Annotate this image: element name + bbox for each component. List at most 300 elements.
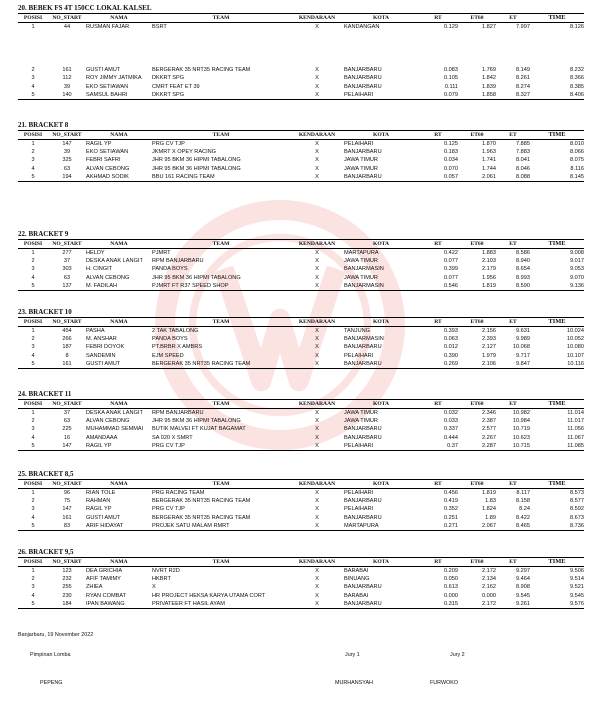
table-row (18, 148, 584, 156)
cell-team: PANDA BOYS (152, 266, 188, 273)
cell-et: 8.654 (516, 266, 530, 273)
cell-time: 8.366 (570, 75, 584, 82)
cell-posisi: 2 (31, 258, 35, 265)
cell-posisi: 5 (18, 442, 48, 451)
column-header-nama: NAMA (86, 318, 152, 327)
cell-posisi: 1 (31, 250, 35, 256)
cell-time: 11.014 (567, 410, 584, 416)
results-table (18, 239, 584, 291)
cell-et: 10.068 (512, 344, 530, 351)
table-header-row (18, 400, 584, 409)
cell-time: 8.010 (570, 141, 584, 147)
footer-signer-jury2: FURWOKO (430, 680, 459, 686)
column-header-team: TEAM (152, 318, 290, 327)
cell-et: 8.24 (519, 506, 530, 513)
table-row (18, 23, 584, 32)
table-row (18, 522, 584, 531)
cell-no_start: 37 (63, 258, 71, 265)
cell-posisi: 3 (31, 426, 35, 433)
column-header-nama: NAMA (86, 558, 152, 567)
cell-team: JKMRT X OPEY RACING (152, 149, 217, 156)
cell-no_start: 266 (62, 336, 72, 343)
column-header-no_start: NO_START (48, 480, 86, 489)
cell-team: DKKRT SPG (152, 75, 185, 82)
cell-kota: BANJARMASIN (344, 282, 418, 291)
cell-rt: 0.315 (418, 600, 458, 609)
column-header-et60: ET60 (458, 14, 496, 23)
cell-kota: PELAIHARI (344, 141, 374, 147)
cell-kendaraan: X (315, 592, 319, 599)
cell-posisi: 5 (18, 360, 48, 369)
cell-rt: 0.352 (444, 506, 458, 513)
cell-posisi: 4 (31, 352, 35, 359)
column-header-posisi: POSISI (18, 240, 48, 249)
cell-kendaraan: X (290, 282, 344, 291)
cell-et60: 1.839 (482, 83, 496, 90)
column-header-no_start: NO_START (48, 131, 86, 140)
cell-rt: 0.269 (418, 360, 458, 369)
cell-et: 8.274 (516, 83, 530, 90)
footer-pimpinan-label: Pimpinan Lomba (30, 652, 71, 658)
cell-team: PROJEK SATU MALAM RMRT (152, 522, 290, 531)
cell-nama: DESKA ANAK LANGIT (86, 410, 143, 416)
column-header-rt: RT (418, 14, 458, 23)
cell-team: BERGERAK 35 NRT35 RACING TEAM (152, 498, 251, 505)
cell-time: 8.592 (570, 506, 584, 513)
cell-kota: JAWA TIMUR (344, 410, 378, 416)
column-header-kendaraan: KENDARAAN (290, 480, 344, 489)
cell-rt: 0.105 (444, 75, 458, 82)
results-table (18, 317, 584, 369)
cell-et: 8.908 (516, 584, 530, 591)
cell-posisi: 2 (31, 67, 35, 74)
cell-et60: 2.103 (482, 258, 496, 265)
cell-no_start: 232 (62, 576, 72, 583)
cell-kota: BANJARBARU (344, 584, 382, 591)
cell-et: 10.719 (512, 426, 530, 433)
column-header-kota: KOTA (344, 480, 418, 489)
table-header-row (18, 131, 584, 140)
column-header-kendaraan: KENDARAAN (290, 400, 344, 409)
cell-time: 10.080 (566, 344, 584, 351)
column-header-nama: NAMA (86, 131, 152, 140)
cell-time: 8.736 (530, 522, 584, 531)
table-row (18, 265, 584, 273)
cell-time: 9.576 (530, 600, 584, 609)
cell-kota: BINUANG (344, 576, 370, 583)
cell-et: 7.883 (516, 149, 530, 156)
cell-posisi: 5 (18, 522, 48, 531)
cell-no_start: 140 (48, 91, 86, 100)
cell-time: 10.052 (566, 336, 584, 343)
cell-no_start: 277 (62, 250, 72, 256)
column-header-kendaraan: KENDARAAN (290, 318, 344, 327)
column-header-kota: KOTA (344, 318, 418, 327)
cell-rt: 0.111 (444, 83, 458, 90)
cell-posisi: 3 (31, 75, 35, 82)
cell-et: 9.297 (516, 568, 530, 574)
cell-nama: RIAN TOLE (86, 490, 116, 496)
table-row (18, 66, 584, 74)
cell-posisi: 4 (31, 514, 35, 521)
cell-rt: 0.033 (444, 418, 458, 425)
cell-kendaraan: X (315, 514, 319, 521)
cell-et60: 1.956 (482, 274, 496, 281)
section-3 (18, 230, 584, 291)
cell-kendaraan: X (315, 506, 319, 513)
cell-posisi: 1 (31, 568, 35, 574)
cell-kota: JAWA TIMUR (344, 157, 378, 164)
column-header-nama: NAMA (86, 400, 152, 409)
cell-rt: 0.083 (444, 67, 458, 74)
cell-kota: MARTAPURA (344, 250, 379, 256)
cell-posisi: 3 (31, 157, 35, 164)
column-header-et60: ET60 (458, 558, 496, 567)
cell-time: 8.145 (530, 173, 584, 182)
cell-et60: 1.83 (485, 498, 496, 505)
column-header-posisi: POSISI (18, 131, 48, 140)
cell-et60: 2.346 (482, 410, 496, 416)
footer-date: Banjarbaru, 19 November 2022 (18, 632, 94, 638)
cell-et: 8.261 (516, 75, 530, 82)
cell-kota: PELAIHARI (344, 442, 418, 451)
cell-team: PRG CV TJP (152, 141, 185, 147)
cell-time: 8.406 (530, 91, 584, 100)
table-row (18, 600, 584, 609)
footer-jury2-label: Jury 2 (450, 652, 465, 658)
cell-no_start: 63 (63, 165, 71, 172)
table-row (18, 91, 584, 100)
cell-kota: MARTAPURA (344, 522, 418, 531)
cell-team: BUTIK MALVEI FT KUJAT BAGAMAT (152, 426, 246, 433)
cell-team: BERGERAK 35 NRT35 RACING TEAM (152, 67, 251, 74)
cell-no_start: 63 (63, 274, 71, 281)
cell-kendaraan: X (315, 250, 319, 256)
table-row (18, 409, 584, 418)
cell-et60: 1.741 (482, 157, 496, 164)
cell-time: 9.521 (570, 584, 584, 591)
cell-et60: 2.067 (458, 522, 496, 531)
cell-team: PRIVATEER FT HASIL AYAM (152, 600, 290, 609)
footer-signer-jury1: MURHANSYAH (335, 680, 373, 686)
cell-posisi: 2 (31, 498, 35, 505)
table-row (18, 583, 584, 591)
cell-kota: BANJARBARU (344, 344, 382, 351)
cell-rt: 0.070 (444, 165, 458, 172)
cell-rt: 0.444 (444, 434, 458, 441)
cell-kota: JAWA TIMUR (344, 258, 378, 265)
cell-team: NVRT R2D (152, 568, 180, 574)
cell-nama: M. FADILAH (86, 282, 152, 291)
cell-nama: GUSTI AMUT (86, 514, 121, 521)
cell-rt: 0.419 (444, 498, 458, 505)
column-header-time: TIME (530, 240, 584, 249)
table-row (18, 257, 584, 265)
cell-kota: PELAIHARI (344, 506, 374, 513)
cell-rt: 0.456 (444, 490, 458, 496)
cell-posisi: 5 (18, 282, 48, 291)
column-header-no_start: NO_START (48, 14, 86, 23)
section-title: 24. BRACKET 11 (18, 390, 72, 398)
table-row (18, 74, 584, 82)
cell-time: 8.066 (570, 149, 584, 156)
cell-kota: KANDANGAN (344, 24, 380, 30)
cell-rt: 0.37 (418, 442, 458, 451)
cell-team: PJMRT (152, 250, 171, 256)
cell-nama: RUSMAN FAJAR (86, 24, 130, 30)
cell-time: 9.514 (570, 576, 584, 583)
column-header-et: ET (496, 480, 530, 489)
cell-et60: 1.89 (485, 514, 496, 521)
table-row (18, 249, 584, 258)
cell-et: 8.158 (516, 498, 530, 505)
cell-et60: 2.267 (482, 434, 496, 441)
cell-et60: 1.870 (482, 141, 496, 147)
table-row (18, 140, 584, 149)
cell-nama: DESKA ANAK LANGIT (86, 258, 143, 265)
cell-team: X (152, 584, 156, 591)
cell-no_start: 325 (62, 157, 72, 164)
cell-posisi: 2 (31, 149, 35, 156)
cell-et60: 2.106 (458, 360, 496, 369)
cell-team: RPM BANJARBARU (152, 410, 204, 416)
cell-nama: RAHMAN (86, 498, 111, 505)
cell-nama: FEBRI SAFRI (86, 157, 121, 164)
spacer-row (18, 31, 584, 66)
cell-kota: BANJARBARU (344, 434, 382, 441)
section-1 (18, 4, 584, 100)
cell-et60: 1.769 (482, 67, 496, 74)
cell-team: PRG RACING TEAM (152, 490, 205, 496)
cell-et60: 1.744 (482, 165, 496, 172)
column-header-time: TIME (530, 14, 584, 23)
cell-et: 8.088 (496, 173, 530, 182)
table-header-row (18, 480, 584, 489)
cell-nama: SAMSUL BAHRI (86, 91, 152, 100)
section-title: 20. BEBEK FS 4T 150CC LOKAL KALSEL (18, 4, 152, 12)
cell-rt: 0.399 (444, 266, 458, 273)
column-header-team: TEAM (152, 131, 290, 140)
column-header-posisi: POSISI (18, 400, 48, 409)
cell-et: 9.631 (516, 328, 530, 334)
cell-kendaraan: X (315, 410, 319, 416)
cell-et: 8.422 (516, 514, 530, 521)
table-header-row (18, 318, 584, 327)
results-table (18, 13, 584, 100)
cell-rt: 0.032 (444, 410, 458, 416)
cell-no_start: 161 (62, 514, 72, 521)
cell-kendaraan: X (315, 83, 319, 90)
section-title: 21. BRACKET 8 (18, 121, 69, 129)
column-header-et: ET (496, 131, 530, 140)
table-row (18, 592, 584, 600)
column-header-time: TIME (530, 558, 584, 567)
cell-team: BSRT (152, 24, 167, 30)
column-header-nama: NAMA (86, 14, 152, 23)
cell-kendaraan: X (315, 498, 319, 505)
table-row (18, 360, 584, 369)
column-header-time: TIME (530, 131, 584, 140)
cell-time: 11.056 (567, 426, 584, 433)
cell-et: 10.623 (512, 434, 530, 441)
cell-time: 9.017 (570, 258, 584, 265)
cell-rt: 0.271 (418, 522, 458, 531)
cell-et: 8.993 (516, 274, 530, 281)
cell-et: 10.984 (512, 418, 530, 425)
cell-nama: ZHIEA (86, 584, 103, 591)
column-header-kota: KOTA (344, 131, 418, 140)
cell-et: 8.586 (516, 250, 530, 256)
table-row (18, 274, 584, 282)
cell-rt: 0.125 (444, 141, 458, 147)
cell-no_start: 255 (62, 584, 72, 591)
column-header-et: ET (496, 558, 530, 567)
cell-kota: JAWA TIMUR (344, 274, 378, 281)
cell-no_start: 161 (62, 67, 72, 74)
column-header-et60: ET60 (458, 318, 496, 327)
cell-nama: ARIF HIDAYAT (86, 522, 152, 531)
column-header-nama: NAMA (86, 240, 152, 249)
cell-time: 8.577 (570, 498, 584, 505)
cell-kendaraan: X (315, 352, 319, 359)
cell-time: 11.085 (530, 442, 584, 451)
cell-no_start: 161 (48, 360, 86, 369)
column-header-kendaraan: KENDARAAN (290, 131, 344, 140)
column-header-team: TEAM (152, 558, 290, 567)
column-header-kota: KOTA (344, 240, 418, 249)
cell-et60: 1.979 (482, 352, 496, 359)
cell-team: JHR 95 BKM 36 HIPMI TABALONG (152, 418, 241, 425)
cell-posisi: 1 (31, 141, 35, 147)
cell-posisi: 3 (31, 266, 35, 273)
cell-kota: BANJARMASIN (344, 336, 384, 343)
table-row (18, 434, 584, 442)
column-header-posisi: POSISI (18, 558, 48, 567)
table-row (18, 567, 584, 576)
cell-kendaraan: X (290, 600, 344, 609)
cell-kendaraan: X (315, 344, 319, 351)
cell-et: 8.117 (516, 490, 530, 496)
cell-kota: JAWA TIMUR (344, 418, 378, 425)
cell-nama: DEA GRICHIA (86, 568, 123, 574)
results-table (18, 130, 584, 182)
cell-rt: 0.057 (418, 173, 458, 182)
cell-rt: 0.034 (444, 157, 458, 164)
cell-et: 9.847 (496, 360, 530, 369)
cell-team: JHR 95 BKM 36 HIPMI TABALONG (152, 165, 241, 172)
cell-nama: GUSTI AMUT (86, 360, 152, 369)
cell-no_start: 230 (62, 592, 72, 599)
cell-et60: 2.127 (482, 344, 496, 351)
column-header-kota: KOTA (344, 14, 418, 23)
cell-nama: RAGIL YP (86, 506, 112, 513)
cell-nama: ROY JIMMY JATMIKA (86, 75, 142, 82)
table-header-row (18, 240, 584, 249)
section-2 (18, 121, 584, 182)
cell-time: 9.008 (570, 250, 584, 256)
footer-signer-pimpinan: PEPENG (40, 680, 63, 686)
cell-et60: 2.393 (482, 336, 496, 343)
column-header-kendaraan: KENDARAAN (290, 240, 344, 249)
cell-rt: 0.063 (444, 336, 458, 343)
cell-time: 9.070 (570, 274, 584, 281)
column-header-et: ET (496, 240, 530, 249)
cell-team: PANDA BOYS (152, 336, 188, 343)
table-row (18, 505, 584, 513)
cell-posisi: 5 (18, 173, 48, 182)
cell-no_start: 194 (48, 173, 86, 182)
cell-kota: BARABAI (344, 568, 369, 574)
cell-et: 9.464 (516, 576, 530, 583)
cell-kendaraan: X (315, 165, 319, 172)
cell-time: 11.067 (567, 434, 584, 441)
cell-rt: 0.077 (444, 274, 458, 281)
cell-et60: 1.963 (482, 149, 496, 156)
cell-rt: 0.613 (444, 584, 458, 591)
cell-time: 9.136 (530, 282, 584, 291)
cell-nama: AMANDAAA (86, 434, 118, 441)
cell-kota: PELAIHARI (344, 490, 374, 496)
cell-kendaraan: X (315, 490, 319, 496)
section-title: 26. BRACKET 9,5 (18, 548, 74, 556)
cell-kendaraan: X (315, 149, 319, 156)
cell-kota: BANJARBARU (344, 67, 382, 74)
column-header-team: TEAM (152, 14, 290, 23)
cell-posisi: 4 (31, 165, 35, 172)
table-row (18, 417, 584, 425)
footer-jury1-label: Jury 1 (345, 652, 360, 658)
cell-kendaraan: X (290, 91, 344, 100)
cell-no_start: 184 (48, 600, 86, 609)
table-row (18, 83, 584, 91)
cell-team: HR PROJECT HEKSA KARYA UTAMA CORT (152, 592, 266, 599)
cell-et60: 0.000 (482, 592, 496, 599)
column-header-no_start: NO_START (48, 318, 86, 327)
cell-team: EJM SPEED (152, 352, 184, 359)
cell-posisi: 1 (31, 24, 35, 30)
cell-kendaraan: X (315, 418, 319, 425)
column-header-rt: RT (418, 131, 458, 140)
cell-posisi: 1 (31, 490, 35, 496)
cell-kota: BANJARBARU (344, 426, 382, 433)
cell-time: 8.075 (570, 157, 584, 164)
cell-kota: PELAIHARI (344, 91, 418, 100)
column-header-et: ET (496, 14, 530, 23)
cell-et60: 2.577 (482, 426, 496, 433)
cell-kota: BANJARBARU (344, 83, 382, 90)
cell-kota: BANJARBARU (344, 360, 418, 369)
cell-no_start: 147 (48, 442, 86, 451)
cell-no_start: 225 (62, 426, 72, 433)
column-header-posisi: POSISI (18, 480, 48, 489)
cell-kota: BANJARMASIN (344, 266, 384, 273)
column-header-rt: RT (418, 558, 458, 567)
table-header-row (18, 14, 584, 23)
cell-rt: 0.251 (444, 514, 458, 521)
cell-et: 9.261 (496, 600, 530, 609)
cell-kota: BANJARBARU (344, 149, 382, 156)
cell-rt: 0.337 (444, 426, 458, 433)
cell-kendaraan: X (315, 266, 319, 273)
cell-nama: FEBRI DOYOK (86, 344, 125, 351)
cell-posisi: 3 (31, 506, 35, 513)
column-header-no_start: NO_START (48, 400, 86, 409)
cell-et60: 1.819 (482, 490, 496, 496)
section-7 (18, 548, 584, 609)
cell-no_start: 112 (62, 75, 72, 82)
cell-et60: 2.179 (482, 266, 496, 273)
cell-time: 10.107 (566, 352, 584, 359)
